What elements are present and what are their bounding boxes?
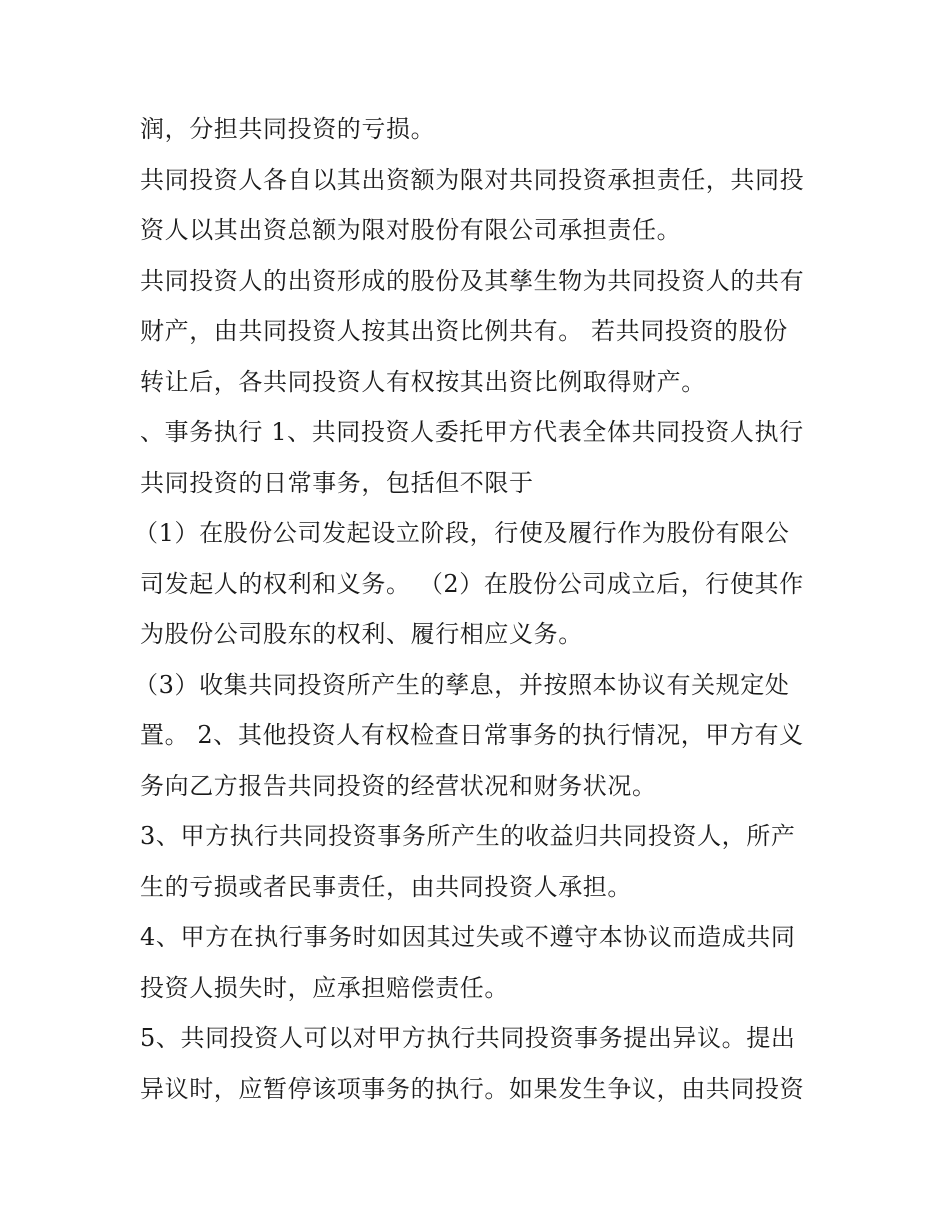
text-line: 异议时，应暂停该项事务的执行。如果发生争议，由共同投资 [140,1074,805,1103]
text-line: 投资人损失时，应承担赔偿责任。 [140,973,509,1002]
text-line: 、事务执行 1、共同投资人委托甲方代表全体共同投资人执行 [140,418,804,446]
text-line: 务向乙方报告共同投资的经营状况和财务状况。 [140,771,657,800]
text-line: 共同投资的日常事务，包括但不限于 [140,468,534,497]
text-line: 润，分担共同投资的亏损。 [140,115,436,143]
text-line: 共同投资人各自以其出资额为限对共同投资承担责任，共同投 [140,165,805,194]
text-line: 为股份公司股东的权利、履行相应义务。 [140,620,583,648]
document-body [134,104,820,1114]
text-line: 3、甲方执行共同投资事务所产生的收益归共同投资人，所产 [140,822,796,850]
text-line: 转让后，各共同投资人有权按其出资比例取得财产。 [140,367,706,396]
text-line: 4、甲方在执行事务时如因其过失或不遵守本协议而造成共同 [140,923,796,951]
text-line: 财产，由共同投资人按其出资比例共有。 若共同投资的股份 [140,317,788,345]
text-line: 5、共同投资人可以对甲方执行共同投资事务提出异议。提出 [140,1024,796,1052]
text-line: 共同投资人的出资形成的股份及其孳生物为共同投资人的共有 [140,266,805,295]
text-line: 司发起人的权利和义务。 （2）在股份公司成立后，行使其作 [140,569,804,598]
text-line: （1）在股份公司发起设立阶段，行使及履行作为股份有限公 [134,519,790,547]
text-line: 生的亏损或者民事责任，由共同投资人承担。 [140,872,632,901]
text-line: 资人以其出资总额为限对股份有限公司承担责任。 [140,216,682,244]
text-line: 置。 2、其他投资人有权检查日常事务的执行情况，甲方有义 [140,721,804,749]
text-line: （3）收集共同投资所产生的孳息，并按照本协议有关规定处 [134,670,790,699]
